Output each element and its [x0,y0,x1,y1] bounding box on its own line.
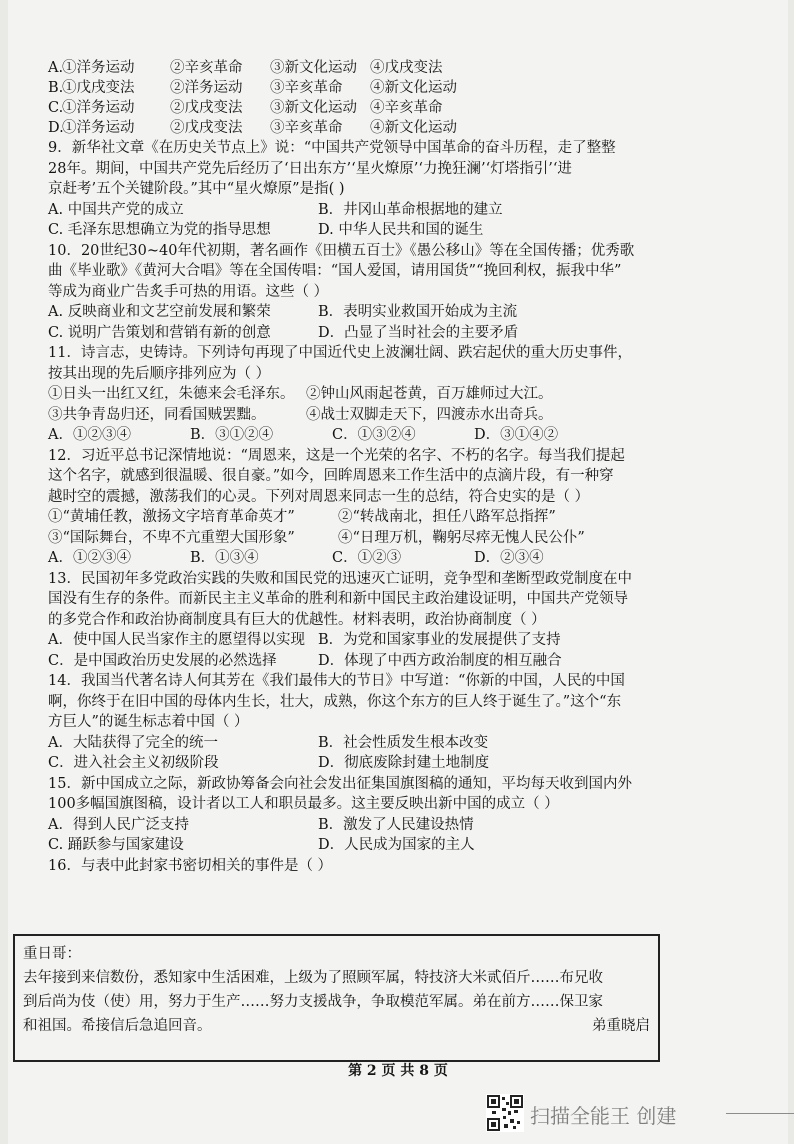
letter-greeting: 重日哥： [23,946,81,962]
q8-option-letter: A. [48,60,64,76]
q13-stem-line: 的多党合作和政治协商制度具有巨大的优越性。材料表明，政治协商制度（ ） [48,611,546,628]
q12-option-c: C．①②③ [332,550,402,566]
q11-poem-1: ①日头一出红又红，朱德来会毛泽东。 [48,386,295,402]
watermark-text: 扫描全能王 创建 [530,1104,677,1128]
q10-stem-line: 等成为商业广告炙手可热的用语。这些（ ） [48,283,329,300]
q8-option-text: ④新文化运动 [370,120,457,136]
q12-option-a: A．①②③④ [48,550,131,566]
q8-option-item [48,58,170,78]
question-13 [48,569,778,672]
q8-option-text: ①洋务运动 [62,60,135,76]
q8-option-item [48,118,170,138]
q8-option-text: ②戊戌变法 [170,120,243,136]
q8-option-item [270,98,370,118]
q8-option-text: ②辛亥革命 [170,60,243,76]
question-14 [48,671,778,774]
q9-option-d: D. 中华人民共和国的诞生 [318,222,484,238]
letter-body-line: 去年接到来信数份，悉知家中生活困难，上级为了照顾军属，特技济大米贰佰斤……布兄收 [23,970,603,986]
q11-poem-2: ②钟山风雨起苍黄，百万雄师过大江。 [306,386,553,402]
family-letter-box [13,934,660,1062]
q14-option-c: C．进入社会主义初级阶段 [48,755,219,771]
q14-option-d: D．彻底废除封建土地制度 [318,755,490,771]
question-content [48,58,778,876]
letter-signature: 弟重晓启 [592,1018,650,1034]
q15-option-c: C. 踊跃参与国家建设 [48,837,184,853]
q8-option-item [270,78,370,98]
q8-option-letter: D. [48,120,64,136]
q8-option-item [270,118,370,138]
q8-option-text: ①洋务运动 [62,100,135,116]
q12-option-b: B．①③④ [190,550,259,566]
q13-option-b: B．为党和国家事业的发展提供了支持 [318,632,561,648]
q8-option-row [48,78,778,98]
question-15 [48,774,778,856]
q11-poem-4: ④战士双脚走天下，四渡赤水出奇兵。 [306,406,553,423]
watermark-rule [726,1113,794,1114]
q11-option-a: A．①②③④ [48,427,131,443]
q8-option-item [370,58,470,78]
q9-option-a: A. 中国共产党的成立 [48,201,184,218]
q13-option-d: D．体现了中西方政治制度的相互融合 [318,652,562,669]
q12-item-3: ③“国际舞台，不卑不亢重塑大国形象” [48,529,295,546]
letter-body-line: 和祖国。希接信后急追回音。 [23,1018,212,1034]
q12-item-2: ②“转战南北，担任八路军总指挥” [338,509,556,525]
q11-option-b: B．③①②④ [190,427,274,443]
q15-option-b: B．激发了人民建设热情 [318,816,474,833]
q14-stem-line: 14．我国当代著名诗人何其芳在《我们最伟大的节日》中写道：“你新的中国，人民的中国 [48,673,625,689]
q10-stem-line: 10．20世纪30~40年代初期，著名画作《田横五百士》《愚公移山》等在全国传播；优秀歌 [48,242,635,259]
q10-option-d: D．凸显了当时社会的主要矛盾 [318,324,519,341]
q13-option-c: C．是中国政治历史发展的必然选择 [48,652,277,669]
q8-option-item [170,118,270,138]
q16-stem: 16．与表中此封家书密切相关的事件是（ ） [48,857,333,874]
q8-option-item [48,98,170,118]
q8-option-text: ③辛亥革命 [270,120,343,136]
q8-option-letter: B. [48,80,64,96]
q8-option-item [170,78,270,98]
q9-option-c: C. 毛泽东思想确立为党的指导思想 [48,222,271,238]
q8-option-text: ④新文化运动 [370,80,457,96]
q11-stem-line: 11．诗言志，史铸诗。下列诗句再现了中国近代史上波澜壮阔、跌宕起伏的重大历史事件， [48,345,632,361]
q8-option-item [370,118,470,138]
question-10 [48,241,778,344]
q9-stem-line: 9．新华社文章《在历史关节点上》说：“中国共产党领导中国革命的奋斗历程，走了整整 [48,140,616,156]
letter-body-line: 到后尚为伎（使）用，努力于生产……努力支援战争，争取模范军属。弟在前方……保卫家 [23,994,603,1010]
q8-option-text: ③辛亥革命 [270,80,343,96]
q8-option-row [48,58,778,78]
page-number: 第 2 页 共 8 页 [348,1063,448,1079]
question-12 [48,446,778,569]
q13-option-a: A．使中国人民当家作主的愿望得以实现 [48,632,305,648]
q14-stem-line: 啊，你终于在旧中国的母体内生长，壮大，成熟，你这个东方的巨人终于诞生了。”这个“东 [48,693,622,710]
q14-stem-line: 方巨人”的诞生标志着中国（ ） [48,714,249,730]
q8-option-row [48,98,778,118]
q8-option-item [370,98,470,118]
q9-stem-line: 28年。期间，中国共产党先后经历了‘日出东方’‘星火燎原’‘力挽狂澜’‘灯塔指引’‘进 [48,160,572,177]
q8-options [48,58,778,138]
q12-stem-line: 这个名字，就感到很温暖、很自豪。”如今，回眸周恩来工作生活中的点滴片段，有一种穿 [48,468,614,484]
q8-option-item [170,98,270,118]
q10-option-a: A. 反映商业和文艺空前发展和繁荣 [48,304,271,320]
q14-option-b: B．社会性质发生根本改变 [318,734,489,751]
q8-option-text: ①洋务运动 [62,120,135,136]
q13-stem-line: 13．民国初年多党政治实践的失败和国民党的迅速灭亡证明，竞争型和垄断型政党制度在中 [48,570,632,587]
q11-stem-line: 按其出现的先后顺序排列应为（ ） [48,365,271,382]
q12-option-d: D．②③④ [474,550,544,566]
q8-option-text: ③新文化运动 [270,60,357,76]
q8-option-row [48,118,778,138]
q11-poem-3: ③共争青岛归还，同看国贼罢黜。 [48,406,266,423]
q10-stem-line: 曲《毕业歌》《黄河大合唱》等在全国传唱：“国人爱国，请用国货”“挽回利权，振我中华” [48,263,622,279]
q10-option-c: C. 说明广告策划和营销有新的创意 [48,324,271,341]
q11-option-c: C．①③②④ [332,427,416,443]
q10-option-b: B．表明实业救国开始成为主流 [318,304,518,320]
q15-stem-line: 100多幅国旗图稿，设计者以工人和职员最多。这主要反映出新中国的成立（ ） [48,796,559,812]
q8-option-text: ③新文化运动 [270,100,357,116]
q14-option-a: A．大陆获得了完全的统一 [48,734,218,751]
q8-option-letter: C. [48,100,64,116]
q15-option-a: A．得到人民广泛支持 [48,816,189,833]
q13-stem-line: 国没有生存的条件。而新民主主义革命的胜利和新中国民主政治建设证明，中国共产党领导 [48,591,628,607]
question-9 [48,138,778,241]
q12-stem-line: 越时空的震撼，激荡我们的心灵。下列对周恩来同志一生的总结，符合史实的是（ ） [48,488,590,505]
q12-stem-line: 12．习近平总书记深情地说：“周恩来，这是一个光荣的名字、不朽的名字。每当我们提起 [48,447,625,464]
question-11 [48,343,778,446]
q15-stem-line: 15．新中国成立之际，新政协筹备会向社会发出征集国旗图稿的通知，平均每天收到国内外 [48,775,632,792]
q9-stem-line: 京赶考’五个关键阶段。”其中“星火燎原”是指( ) [48,181,345,197]
q8-option-item [170,58,270,78]
q8-option-text: ①戊戌变法 [62,80,135,96]
q9-option-b: B．井冈山革命根据地的建立 [318,201,503,218]
q12-item-4: ④“日理万机，鞠躬尽瘁无愧人民公仆” [338,529,585,546]
q8-option-text: ④戊戌变法 [370,60,443,76]
qr-code-icon [486,1094,524,1132]
q11-option-d: D．③①④② [474,427,559,443]
q8-option-item [370,78,470,98]
q8-option-text: ②戊戌变法 [170,100,243,116]
q8-option-text: ④辛亥革命 [370,100,443,116]
q8-option-item [48,78,170,98]
q8-option-text: ②洋务运动 [170,80,243,96]
q8-option-item [270,58,370,78]
q12-item-1: ①“黄埔任教，激扬文字培育革命英才” [48,509,295,525]
exam-page [8,0,788,1144]
q15-option-d: D．人民成为国家的主人 [318,837,475,853]
